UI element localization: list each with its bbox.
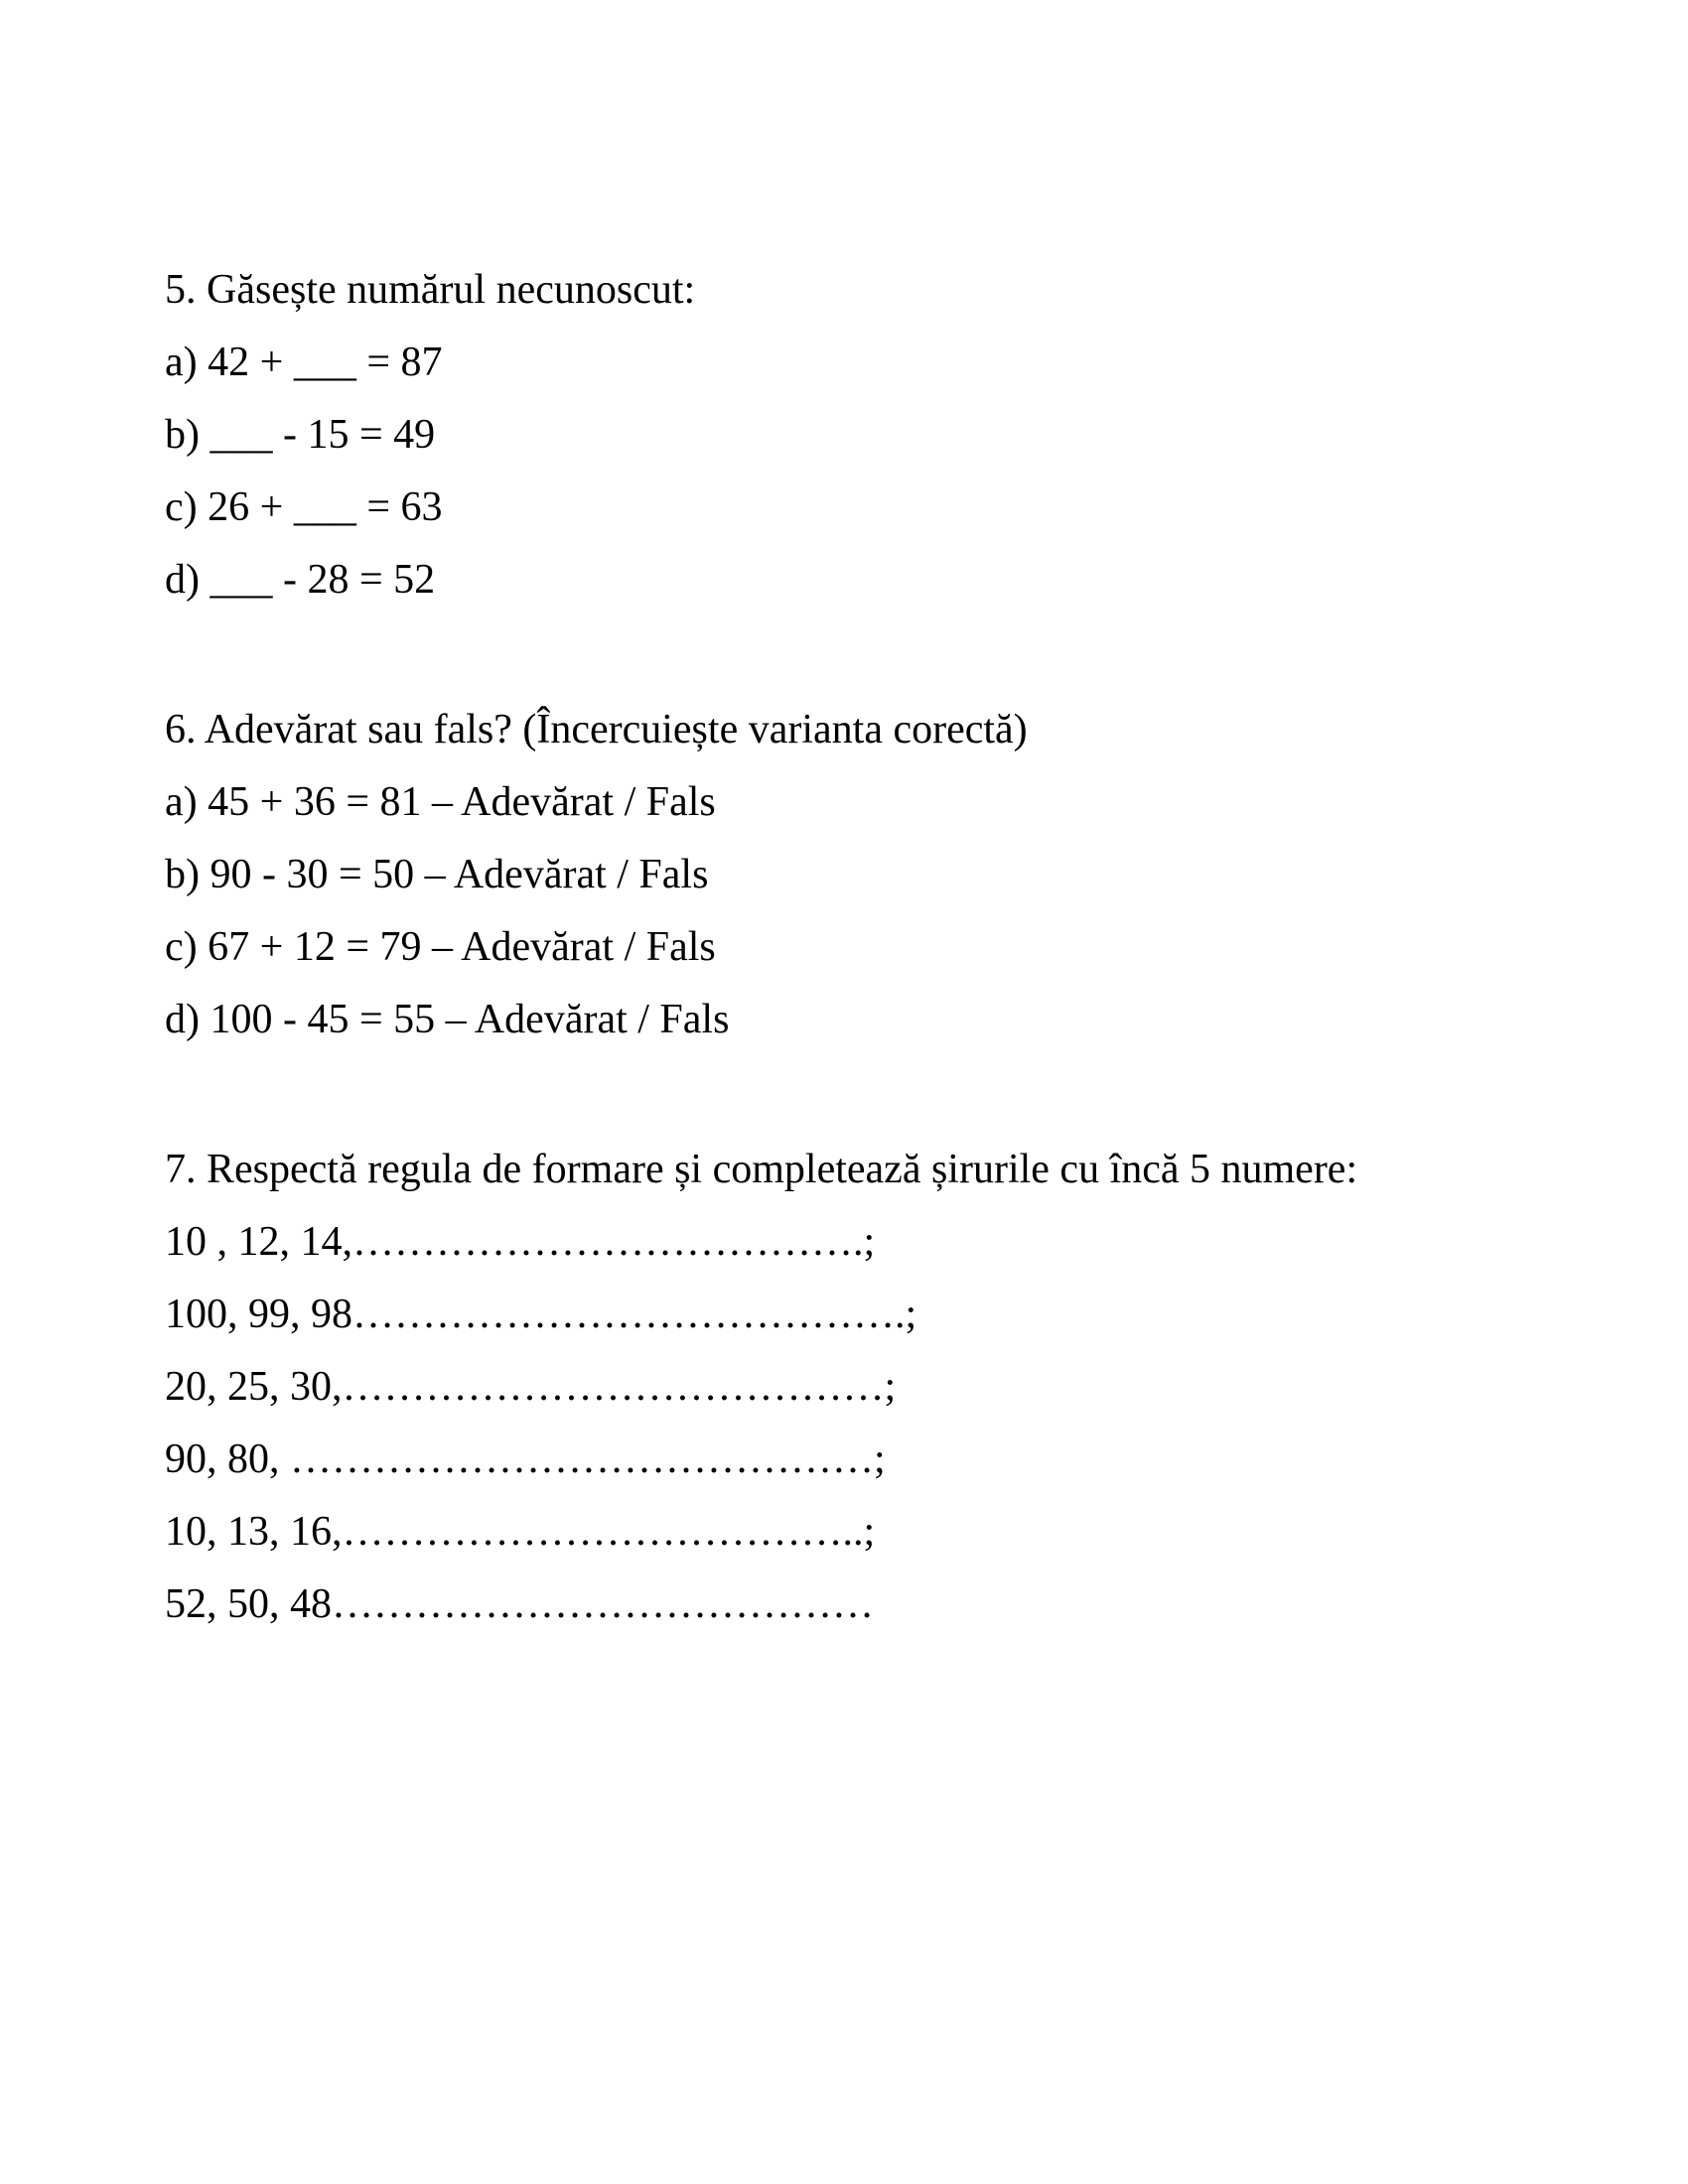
exercise-7-heading: 7. Respectă regula de formare și completează șirurile cu încă 5 numere: xyxy=(165,1147,1358,1192)
exercise-6-item-c: c) 67 + 12 = 79 – Adevărat / Fals xyxy=(165,924,716,970)
exercise-6 xyxy=(165,694,1356,1056)
exercise-7 xyxy=(165,1134,1356,1641)
exercise-5 xyxy=(165,254,1356,616)
exercise-5-heading: 5. Găsește numărul necunoscut: xyxy=(165,267,696,313)
exercise-7-series-2: 100, 99, 98………………………………….; xyxy=(165,1292,917,1337)
exercise-7-series-1: 10 , 12, 14,……………………………….; xyxy=(165,1219,876,1265)
exercise-7-series-6: 52, 50, 48………………………………… xyxy=(165,1581,874,1627)
worksheet-content xyxy=(165,254,1356,1641)
exercise-5-item-d: d) ___ - 28 = 52 xyxy=(165,557,436,603)
exercise-7-series-3: 20, 25, 30,…………………………………; xyxy=(165,1364,897,1410)
exercise-6-item-d: d) 100 - 45 = 55 – Adevărat / Fals xyxy=(165,997,730,1042)
exercise-6-item-a: a) 45 + 36 = 81 – Adevărat / Fals xyxy=(165,779,716,825)
exercise-5-item-a: a) 42 + ___ = 87 xyxy=(165,340,443,385)
exercise-5-item-b: b) ___ - 15 = 49 xyxy=(165,412,436,458)
exercise-7-series-5: 10, 13, 16,………………………………..; xyxy=(165,1509,876,1555)
exercise-5-item-c: c) 26 + ___ = 63 xyxy=(165,484,443,530)
exercise-6-heading: 6. Adevărat sau fals? (Încercuiește varianta corectă) xyxy=(165,707,1028,752)
exercise-6-item-b: b) 90 - 30 = 50 – Adevărat / Fals xyxy=(165,852,709,897)
exercise-7-series-4: 90, 80, ……………………………………; xyxy=(165,1436,886,1482)
